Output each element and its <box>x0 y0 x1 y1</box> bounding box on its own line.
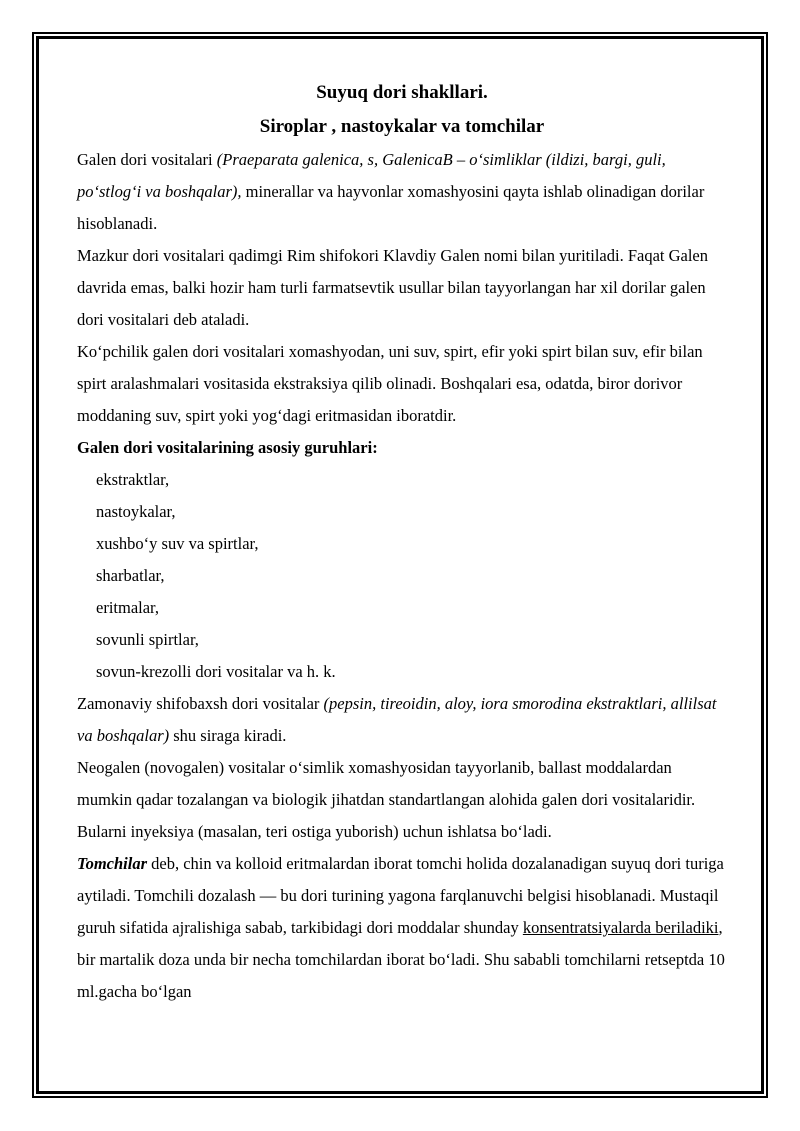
paragraph-galen-definition <box>77 144 727 240</box>
term-tomchilar: Tomchilar <box>77 854 147 873</box>
examples-italic: (pepsin, tireoidin, aloy, iora smorodina ekstraktlari, allilsat va boshqalar) <box>77 694 717 745</box>
list-item: sovun-krezolli dori vositalar va h. k. <box>96 662 336 681</box>
groups-list <box>77 464 727 688</box>
paragraph-text: shu siraga kiradi. <box>169 726 287 745</box>
paragraph-drops <box>77 848 727 1008</box>
paragraph-neogalen: Neogalen (novogalen) vositalar o‘simlik xomashyosidan tayyorlanib, ballast moddalardan mumkin qadar tozalangan va biologik jihatdan standartlangan alohida galen dori vositalaridir. Bularni inyeksiya (masalan, teri ostiga yuborish) uchun ishlatsa bo‘ladi. <box>77 758 696 841</box>
paragraph-text: , bir martalik doza unda bir necha tomchilardan iborat bo‘ladi. Shu sababli tomchilarni retseptda 10 ml.gacha bo‘lgan <box>77 918 725 1001</box>
paragraph-text: Zamonaviy shifobaxsh dori vositalar <box>77 694 324 713</box>
latin-term-italic: (Praeparata galenica, s, GalenicaB – o‘simliklar (ildizi, bargi, guli, po‘stlog‘i va boshqalar), <box>77 150 666 201</box>
list-item: eritmalar, <box>96 598 160 617</box>
paragraph-text: Galen dori vositalari <box>77 150 217 169</box>
underlined-phrase: konsentratsiyalarda beriladiki <box>522 918 719 937</box>
paragraph-galen-origin: Mazkur dori vositalari qadimgi Rim shifokori Klavdiy Galen nomi bilan yuritiladi. Faqat Galen davrida emas, balki hozir ham turli farmatsevtik usullar bilan tayyorlangan har xil dorilar galen dori vositalari deb ataladi. <box>77 246 709 329</box>
list-item: sharbatlar, <box>96 566 165 585</box>
list-item: xushbo‘y suv va spirtlar, <box>96 534 259 553</box>
document-title: Suyuq dori shakllari. <box>316 82 488 103</box>
document-subtitle: Siroplar , nastoykalar va tomchilar <box>259 116 545 137</box>
list-item: sovunli spirtlar, <box>96 630 199 649</box>
document-body <box>77 76 727 1008</box>
paragraph-text: minerallar va hayvonlar xomashyosini qayta ishlab olinadigan dorilar hisoblanadi. <box>77 182 705 233</box>
paragraph-modern-drugs <box>77 688 727 752</box>
groups-heading <box>77 432 727 464</box>
paragraph-text: deb, chin va kolloid eritmalardan iborat tomchi holida dozalanadigan suyuq dori turiga aytiladi. Tomchili dozalash — bu dori turining yagona farqlanuvchi belgisi hisoblanadi. Mustaqil guruh sifatida ajralishiga sabab, tarkibidagi dori moddalar shunday <box>77 854 724 937</box>
list-item: ekstraktlar, <box>96 470 170 489</box>
groups-heading-text: Galen dori vositalarining asosiy guruhlari: <box>77 438 378 457</box>
list-item: nastoykalar, <box>96 502 176 521</box>
paragraph-extraction: Ko‘pchilik galen dori vositalari xomashyodan, uni suv, spirt, efir yoki spirt bilan suv, efir bilan spirt aralashmalari vositasida ekstraksiya qilib olinadi. Boshqalari esa, odatda, biror dorivor moddaning suv, spirt yoki yog‘dagi eritmasidan iboratdir. <box>77 342 703 425</box>
